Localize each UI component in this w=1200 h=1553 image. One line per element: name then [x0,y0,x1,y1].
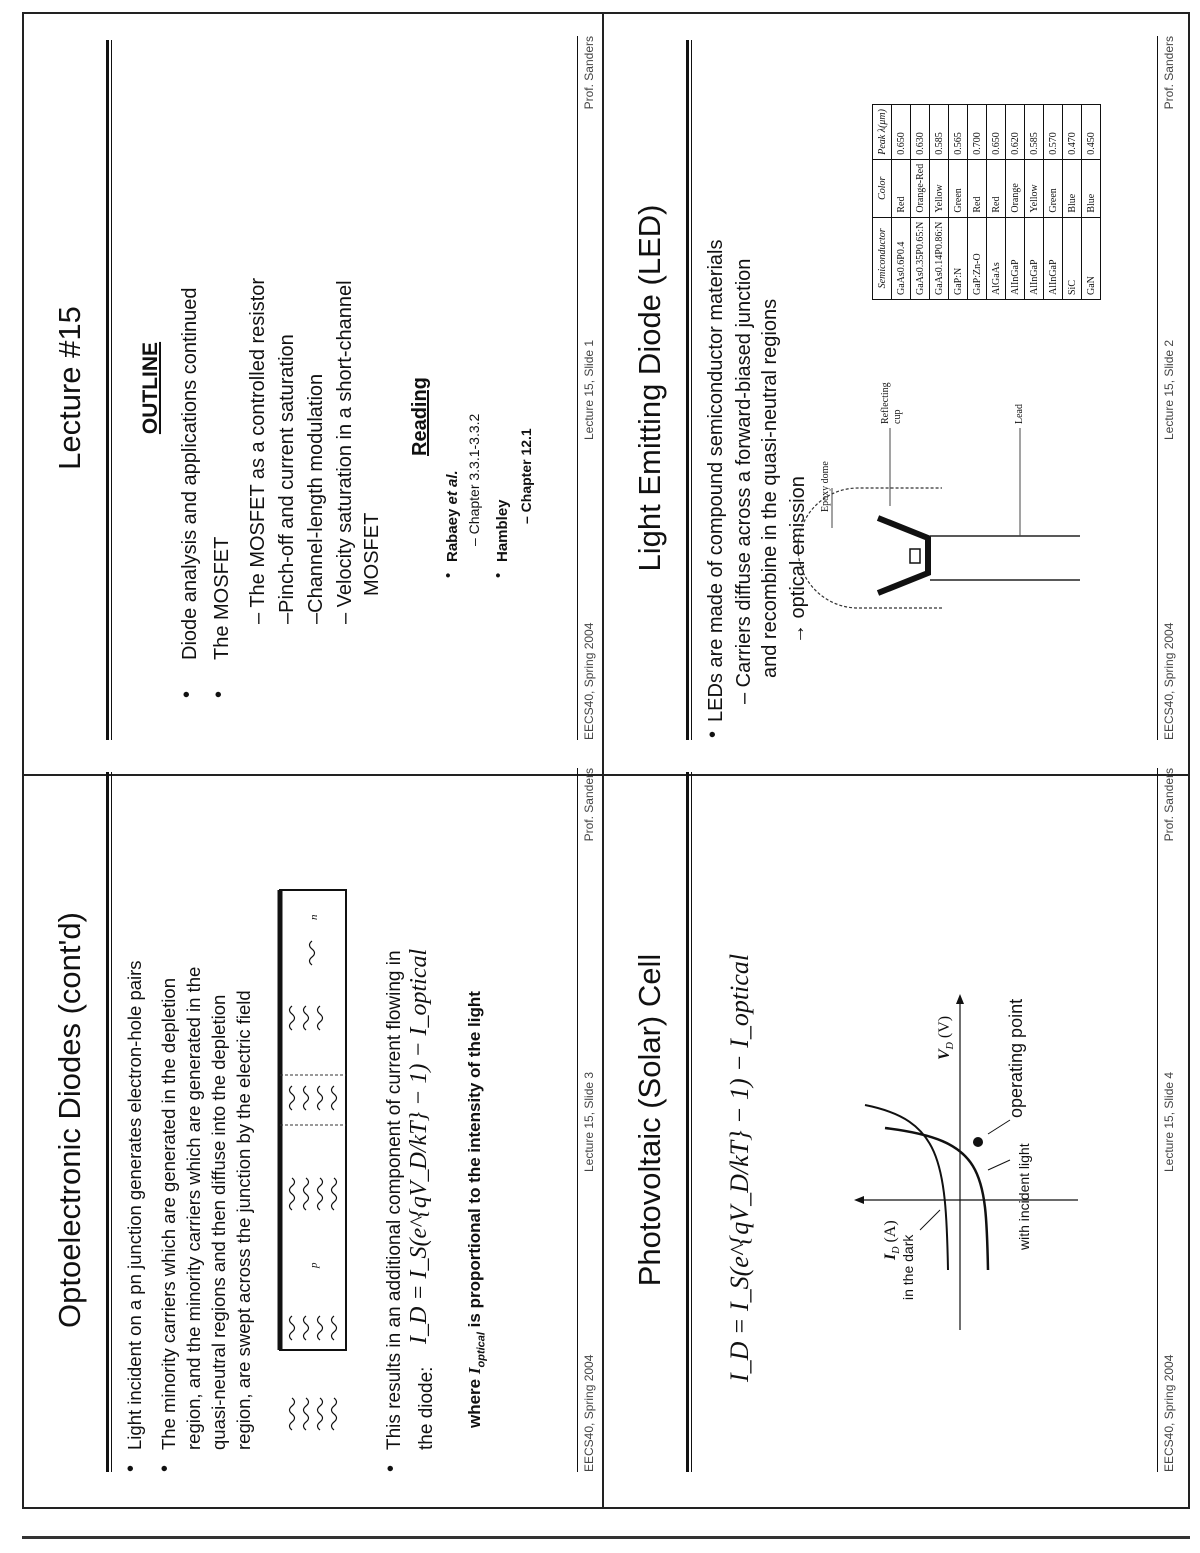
title-rule-thin [111,40,112,740]
slide-title: Lecture #15 [52,306,87,470]
reading-heading: Reading [409,377,431,456]
bullet-dot: • [702,730,724,738]
table-cell: Red [987,159,1006,217]
table-cell: AlGaAs [987,217,1006,299]
wave [304,1086,309,1110]
dark-label: in the dark [900,1234,916,1300]
table-row [1082,105,1101,300]
footer-course: EECS40, Spring 2004 [582,622,596,740]
table-row [892,105,911,300]
slide-3 [30,740,608,1500]
table-cell: AlInGaP [1006,217,1025,299]
table-cell: Green [1044,159,1063,217]
reading-author: Rabaey et al. [444,470,461,562]
footer-author: Prof. Sanders [1162,768,1176,842]
slide-title: Optoelectronic Diodes (cont'd) [52,912,87,1329]
table-cell: SiC [1063,217,1082,299]
diagram-label: Reflecting [880,382,891,424]
bullet-text: The minority carriers which are generated in the depletion [158,978,179,1450]
diagram-label: Lead [1014,404,1025,424]
outline-subitem: – The MOSFET as a controlled resistor [247,277,269,624]
table-cell: GaP:N [949,217,968,299]
bullet-dot: • [208,690,230,698]
footer-author: Prof. Sanders [1162,36,1176,110]
footer-course: EECS40, Spring 2004 [582,1354,596,1472]
wave [304,1178,309,1210]
slide-4 [610,740,1188,1500]
footer-course: EECS40, Spring 2004 [1162,1354,1176,1472]
reading-chapter: – Chapter 12.1 [518,428,534,524]
iv-graph [610,740,1188,1500]
table-cell: Orange [1006,159,1025,217]
table-cell: 0.450 [1082,105,1101,160]
sub-bullet: – Carriers diffuse across a forward-biased junction [733,258,755,704]
bullet-dot: • [176,690,198,698]
slide-footer [577,768,600,1472]
slide-footer [1157,768,1180,1472]
footer-slide: Lecture 15, Slide 2 [1162,339,1176,440]
wave [290,1086,295,1110]
where-note: where $I_{optical}$ is proportional to the intensity of the light [465,991,488,1428]
table-cell: 0.570 [1044,105,1063,160]
footer-slide: Lecture 15, Slide 4 [1162,1071,1176,1172]
wave [304,1398,309,1430]
slide-title: Light Emitting Diode (LED) [632,204,667,572]
table-cell: 0.585 [1025,105,1044,160]
wave [318,1006,323,1030]
wave [310,941,315,965]
light-label: with incident light [1016,1143,1032,1250]
table-cell: Green [949,159,968,217]
slide-footer [1157,36,1180,740]
led-diagram [610,368,1150,768]
table-cell: 0.565 [949,105,968,160]
diode-equation: I_D = I_S(e^{qV_D/kT} − 1) − I_optical [406,948,432,1344]
outline-item: Diode analysis and applications continued [179,287,201,660]
table-row [911,105,930,300]
pn-junction-diagram [30,740,608,1500]
wave [318,1178,323,1210]
dark-leader [920,1210,940,1230]
bullet-dot: • [440,572,457,578]
wave [332,1398,337,1430]
table-cell: Orange-Red [911,159,930,217]
table-header: Peak λ(μm) [873,105,892,160]
outline-item: The MOSFET [211,536,233,660]
wave [304,1006,309,1030]
table-cell: 0.650 [987,105,1006,160]
junction-body [280,890,346,1350]
footer-course: EECS40, Spring 2004 [1162,622,1176,740]
outline-subitem: –Pinch-off and current saturation [276,334,298,624]
bullet-text: region, are swept across the junction by the electric field [233,990,254,1450]
slide-1 [30,8,608,768]
table-cell: 0.620 [1006,105,1025,160]
table-row [1025,105,1044,300]
wave [318,1398,323,1430]
op-leader [988,1120,1010,1134]
table-cell: GaAs0.35P0.65:N [911,217,930,299]
table-cell: Yellow [930,159,949,217]
bullet-text: the diode: [416,1366,437,1450]
table-cell: GaAs0.14P0.86:N [930,217,949,299]
footer-author: Prof. Sanders [582,36,596,110]
led-table [872,104,1101,300]
bullet-text: region, and the minority carriers which are generated in the [183,966,204,1450]
table-row [987,105,1006,300]
table-row [949,105,968,300]
table-row [1006,105,1025,300]
operating-point-dot [973,1137,983,1147]
y-axis-arrow [854,1196,864,1204]
outline-subitem: MOSFET [361,512,383,596]
title-rule [106,40,109,740]
reading-chapter: – Chapter 3.3.1-3.3.2 [466,413,482,546]
wave [290,1398,295,1430]
diagram-label: cup [892,409,903,424]
bullet-dot: • [154,1464,176,1472]
wave [332,1178,337,1210]
x-axis-label: $V_D$ (V) [936,1015,957,1060]
bullet-text: This results in an additional component of current flowing in [384,950,405,1450]
slide-footer [577,36,600,740]
bullet-dot: • [490,572,507,578]
bottom-rule [22,1536,1190,1539]
wave [332,1316,337,1340]
bullet-text: quasi-neutral regions and then diffuse into the depletion [208,994,229,1450]
table-row [968,105,987,300]
table-row [1063,105,1082,300]
wave [290,1316,295,1340]
table-row [1044,105,1063,300]
table-cell: 0.700 [968,105,987,160]
slide-title: Photovoltaic (Solar) Cell [632,953,667,1287]
bullet-text: Light incident on a pn junction generates electron-hole pairs [124,960,145,1450]
outline-heading: OUTLINE [139,341,162,435]
table-cell: AlInGaP [1025,217,1044,299]
bullet-text: LEDs are made of compound semiconductor materials [705,239,727,722]
light-waves [290,941,337,1430]
table-cell: Blue [1063,159,1082,217]
table-cell: Yellow [1025,159,1044,217]
table-cell: 0.470 [1063,105,1082,160]
wave [304,1316,309,1340]
footer-author: Prof. Sanders [582,768,596,842]
wave [318,1086,323,1110]
table-row [930,105,949,300]
outline-subitem: – Velocity saturation in a short-channel [334,280,356,624]
x-axis-arrow [956,994,964,1004]
table-cell: 0.585 [930,105,949,160]
outline-subitem: –Channel-length modulation [305,373,327,624]
table-cell: GaP:Zn-O [968,217,987,299]
wave [290,1006,295,1030]
table-cell: Red [968,159,987,217]
reading-author: Hambley [494,499,511,562]
slide-2 [610,8,1188,768]
bullet-dot: • [120,1464,142,1472]
table-cell: Red [892,159,911,217]
table-cell: AlInGaP [1044,217,1063,299]
light-leader [988,1160,1010,1170]
p-region-label: p [308,1262,320,1268]
sub-bullet: and recombine in the quasi-neutral regions [759,298,781,678]
y-axis-label: $I_D$ (A) [882,1220,903,1260]
table-cell: 0.630 [911,105,930,160]
diode-equation: I_D = I_S(e^{qV_D/kT} − 1) − I_optical [725,953,754,1382]
footer-slide: Lecture 15, Slide 1 [582,339,596,440]
table-header: Semiconductor [873,217,892,299]
table-header: Color [873,159,892,217]
wave [332,1086,337,1110]
table-cell: 0.650 [892,105,911,160]
table-cell: GaAs0.6P0.4 [892,217,911,299]
n-region-label: n [308,914,320,920]
table-cell: GaN [1082,217,1101,299]
table-cell: Blue [1082,159,1101,217]
operating-point-label: operating point [1006,998,1026,1118]
arrow-text: → optical emission [787,476,809,644]
footer-slide: Lecture 15, Slide 3 [582,1071,596,1172]
bullet-dot: • [380,1464,402,1472]
led-chip [910,549,920,563]
wave [290,1178,295,1210]
wave [318,1316,323,1340]
diagram-label: Epoxy dome [820,461,831,512]
